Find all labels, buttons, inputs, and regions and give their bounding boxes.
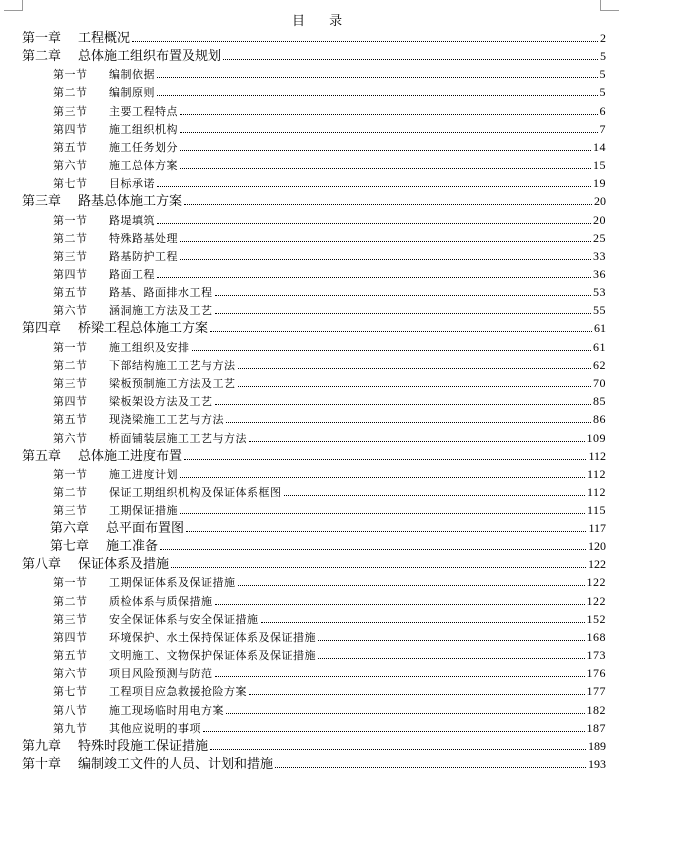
toc-entry-label: 特殊路基处理: [109, 231, 178, 245]
toc-dot-leader: [180, 513, 585, 514]
toc-chapter-entry[interactable]: [22, 446, 606, 464]
toc-dot-leader: [203, 731, 585, 732]
toc-dot-leader: [261, 622, 585, 623]
toc-dot-leader: [318, 640, 585, 641]
toc-entry-number: 第二节: [53, 594, 88, 608]
toc-entry-label: 路基防护工程: [109, 249, 178, 263]
toc-page-number: 112: [586, 466, 606, 481]
toc-page-number: 182: [586, 702, 606, 717]
toc-entry-number: 第五章: [22, 448, 62, 464]
toc-dot-leader: [180, 150, 591, 151]
toc-page-number: 70: [593, 376, 606, 390]
toc-entry-label: 桥面铺装层施工工艺与方法: [109, 431, 247, 445]
toc-entry-number: 第三节: [53, 249, 88, 263]
toc-section-entry[interactable]: [22, 391, 606, 409]
toc-entry-number: 第四章: [22, 321, 62, 337]
toc-page-number: 86: [593, 412, 606, 427]
toc-entry-label: 施工进度计划: [109, 467, 178, 481]
toc-section-entry[interactable]: [22, 264, 606, 282]
toc-section-entry[interactable]: [22, 482, 606, 500]
toc-entry-number: 第七节: [53, 177, 88, 191]
toc-chapter-entry[interactable]: [22, 736, 606, 754]
toc-dot-leader: [215, 404, 592, 405]
toc-dot-leader: [318, 658, 585, 659]
toc-entry-label: 施工现场临时用电方案: [109, 703, 224, 717]
toc-page-number: 55: [593, 303, 606, 318]
toc-section-entry[interactable]: [22, 572, 606, 590]
toc-section-entry[interactable]: [22, 355, 606, 373]
toc-entry-label: 工程概况: [78, 31, 131, 46]
toc-page-number: 14: [593, 139, 606, 154]
toc-page-number: 6: [599, 103, 606, 118]
toc-entry-number: 第五节: [53, 286, 88, 300]
toc-page-number: 122: [588, 557, 606, 572]
toc-page-number: 33: [593, 248, 606, 263]
toc-entry-number: 第七节: [53, 685, 88, 699]
toc-entry-label: 环境保护、水土保持保证体系及保证措施: [109, 630, 316, 644]
toc-entry-label: 施工总体方案: [109, 159, 178, 173]
toc-entry-number: 第五节: [53, 413, 88, 427]
toc-dot-leader: [157, 186, 591, 187]
toc-chapter-entry[interactable]: [22, 28, 606, 46]
toc-section-entry[interactable]: [22, 699, 606, 717]
toc-dot-leader: [157, 223, 591, 224]
toc-page-number: 20: [594, 194, 606, 209]
toc-page-number: 20: [593, 212, 606, 227]
toc-page-number: 193: [588, 756, 606, 771]
toc-entry-label: 项目风险预测与防范: [109, 667, 213, 681]
toc-entry-label: 文明施工、文物保护保证体系及保证措施: [109, 649, 316, 663]
toc-section-entry[interactable]: [22, 300, 606, 318]
toc-section-entry[interactable]: [22, 173, 606, 191]
toc-entry-number: 第六节: [53, 159, 88, 173]
toc-entry-number: 第二章: [22, 49, 62, 64]
toc-entry-number: 第十章: [22, 756, 62, 772]
toc-entry-label: 其他应说明的事项: [109, 721, 201, 735]
toc-entry-number: 第六节: [53, 304, 88, 318]
toc-entry-number: 第四节: [53, 122, 88, 136]
toc-entry-number: 第五节: [53, 140, 88, 154]
toc-entry-number: 第六章: [50, 521, 90, 537]
toc-dot-leader: [238, 585, 585, 586]
toc-page-number: 61: [594, 321, 606, 336]
toc-page-number: 61: [593, 339, 606, 354]
toc-page-number: 122: [586, 593, 606, 608]
toc-entry-number: 第五节: [53, 649, 88, 663]
toc-dot-leader: [275, 767, 586, 768]
toc-page-number: 15: [593, 158, 606, 173]
toc-entry-number: 第二节: [53, 86, 88, 100]
toc-page-number: 176: [586, 666, 606, 681]
toc-chapter-entry[interactable]: [22, 518, 606, 536]
toc-entry-label: 安全保证体系与安全保证措施: [109, 612, 259, 626]
toc-page-number: 122: [586, 575, 606, 590]
toc-page-number: 187: [586, 720, 606, 735]
toc-page-number: 189: [588, 738, 606, 753]
toc-dot-leader: [210, 331, 592, 332]
toc-entry-label: 路基、路面排水工程: [109, 286, 213, 300]
toc-dot-leader: [249, 441, 585, 442]
toc-entry-label: 质检体系与质保措施: [109, 594, 213, 608]
toc-dot-leader: [132, 41, 598, 42]
toc-dot-leader: [223, 59, 598, 60]
toc-section-entry[interactable]: [22, 82, 606, 100]
toc-section-entry[interactable]: [22, 373, 606, 391]
toc-entry-label: 施工准备: [106, 539, 159, 555]
toc-page-number: 5: [600, 49, 606, 63]
toc-dot-leader: [180, 168, 591, 169]
toc-section-entry[interactable]: [22, 228, 606, 246]
toc-entry-number: 第二节: [53, 231, 88, 245]
toc-section-entry[interactable]: [22, 155, 606, 173]
toc-entry-number: 第四节: [53, 630, 88, 644]
toc-entry-label: 总平面布置图: [106, 521, 185, 537]
toc-dot-leader: [184, 204, 592, 205]
toc-entry-number: 第三节: [53, 612, 88, 626]
toc-chapter-entry[interactable]: [22, 536, 606, 554]
toc-section-entry[interactable]: [22, 119, 606, 137]
toc-entry-number: 第一节: [53, 576, 88, 590]
toc-entry-number: 第三节: [53, 377, 88, 390]
toc-entry-number: 第一章: [22, 31, 62, 46]
toc-section-entry[interactable]: [22, 500, 606, 518]
toc-entry-label: 现浇梁施工工艺与方法: [109, 413, 224, 427]
toc-dot-leader: [238, 368, 592, 369]
toc-page-number: 85: [593, 394, 606, 409]
toc-section-entry[interactable]: [22, 627, 606, 645]
toc-section-entry[interactable]: [22, 609, 606, 627]
toc-section-entry[interactable]: [22, 409, 606, 427]
toc-page-number: 7: [599, 121, 606, 136]
toc-entry-label: 主要工程特点: [109, 104, 178, 118]
toc-section-entry[interactable]: [22, 282, 606, 300]
toc-dot-leader: [215, 313, 592, 314]
toc-entry-label: 施工组织及安排: [109, 340, 190, 354]
toc-section-entry[interactable]: [22, 336, 606, 354]
toc-page-number: 120: [588, 539, 606, 554]
toc-entry-number: 第四节: [53, 395, 88, 409]
toc-dot-leader: [160, 549, 586, 550]
toc-dot-leader: [192, 350, 592, 351]
toc-dot-leader: [157, 77, 598, 78]
toc-entry-label: 下部结构施工工艺与方法: [109, 358, 236, 372]
toc-entry-number: 第三节: [53, 504, 88, 518]
toc-entry-number: 第六节: [53, 667, 88, 681]
toc-entry-label: 路面工程: [109, 268, 155, 282]
toc-entry-label: 工期保证体系及保证措施: [109, 576, 236, 590]
toc-section-entry[interactable]: [22, 645, 606, 663]
toc-entry-label: 路堤填筑: [109, 213, 155, 227]
toc-entry-label: 桥梁工程总体施工方案: [78, 321, 209, 337]
toc-page-number: 112: [588, 448, 606, 463]
toc-dot-leader: [184, 459, 586, 460]
toc-section-entry[interactable]: [22, 718, 606, 736]
toc-dot-leader: [210, 749, 586, 750]
toc-dot-leader: [215, 604, 585, 605]
toc-dot-leader: [284, 495, 585, 496]
toc-section-entry[interactable]: [22, 427, 606, 445]
toc-dot-leader: [157, 95, 598, 96]
toc-dot-leader: [180, 241, 591, 242]
toc-entry-label: 总体施工组织布置及规划: [78, 49, 222, 64]
toc-entry-label: 施工组织机构: [109, 122, 178, 136]
toc-dot-leader: [226, 713, 585, 714]
toc-entry-label: 编制依据: [109, 68, 155, 82]
toc-section-entry[interactable]: [22, 209, 606, 227]
toc-page-number: 115: [586, 503, 606, 518]
toc-section-entry[interactable]: [22, 246, 606, 264]
toc-entry-label: 特殊时段施工保证措施: [78, 738, 209, 754]
toc-section-entry[interactable]: [22, 590, 606, 608]
toc-section-entry[interactable]: [22, 64, 606, 82]
toc-page-number: 117: [588, 521, 606, 536]
toc-chapter-entry[interactable]: [22, 46, 606, 64]
toc-page-number: 173: [586, 648, 606, 663]
toc-page-number: 2: [600, 31, 606, 45]
toc-entry-label: 保证体系及措施: [78, 557, 170, 573]
toc-dot-leader: [157, 277, 591, 278]
toc-entry-number: 第一节: [53, 213, 88, 227]
toc-entry-label: 总体施工进度布置: [78, 448, 183, 464]
toc-entry-label: 工期保证措施: [109, 504, 178, 518]
toc-entry-label: 施工任务划分: [109, 140, 178, 154]
toc-page-number: 36: [593, 267, 606, 282]
toc-entry-number: 第三章: [22, 194, 62, 210]
toc-dot-leader: [238, 386, 592, 387]
toc-entry-number: 第四节: [53, 268, 88, 282]
toc-entry-label: 路基总体施工方案: [78, 194, 183, 210]
toc-page-number: 5: [599, 85, 606, 100]
toc-dot-leader: [171, 567, 586, 568]
toc-dot-leader: [215, 676, 585, 677]
toc-entry-label: 涵洞施工方法及工艺: [109, 304, 213, 318]
toc-page-number: 177: [586, 684, 606, 699]
toc-section-entry[interactable]: [22, 681, 606, 699]
toc-entry-number: 第二节: [53, 358, 88, 372]
toc-dot-leader: [180, 114, 598, 115]
toc-entry-number: 第六节: [53, 431, 88, 445]
toc-page-number: 19: [593, 176, 606, 191]
toc-page-number: 109: [586, 430, 606, 445]
toc-dot-leader: [249, 694, 585, 695]
toc-chapter-entry[interactable]: [22, 318, 606, 336]
toc-dot-leader: [180, 477, 585, 478]
toc-entry-number: 第一节: [53, 467, 88, 481]
toc-entry-number: 第一节: [53, 340, 88, 354]
toc-entry-label: 目标承诺: [109, 177, 155, 191]
toc-chapter-entry[interactable]: [22, 754, 606, 772]
toc-dot-leader: [180, 132, 598, 133]
page-corner-mark-right: [600, 0, 619, 11]
toc-page-number: 5: [599, 67, 606, 82]
page-corner-mark-left: [4, 0, 23, 11]
toc-entry-label: 工程项目应急救援抢险方案: [109, 685, 247, 699]
toc-entry-number: 第一节: [53, 68, 88, 82]
toc-chapter-entry[interactable]: [22, 191, 606, 209]
toc-entry-number: 第九章: [22, 738, 62, 754]
toc-entry-number: 第三节: [53, 104, 88, 118]
toc-entry-label: 保证工期组织机构及保证体系框图: [109, 485, 282, 499]
toc-page-number: 25: [593, 230, 606, 245]
toc-entry-number: 第七章: [50, 539, 90, 555]
toc-section-entry[interactable]: [22, 100, 606, 118]
toc-entry-number: 第九节: [53, 721, 88, 735]
toc-section-entry[interactable]: [22, 137, 606, 155]
toc-dot-leader: [180, 259, 591, 260]
toc-dot-leader: [226, 422, 591, 423]
toc-page-number: 53: [593, 285, 606, 300]
toc-title: 目 录: [292, 14, 353, 29]
table-of-contents: [22, 28, 606, 772]
toc-entry-number: 第二节: [53, 485, 88, 499]
toc-entry-number: 第八节: [53, 703, 88, 717]
toc-entry-number: 第八章: [22, 557, 62, 573]
toc-page-number: 152: [586, 611, 606, 626]
toc-entry-label: 梁板预制施工方法及工艺: [109, 377, 236, 390]
toc-page-number: 62: [593, 357, 606, 372]
toc-page-number: 168: [586, 629, 606, 644]
toc-dot-leader: [186, 531, 586, 532]
toc-page-number: 112: [586, 484, 606, 499]
toc-section-entry[interactable]: [22, 464, 606, 482]
toc-entry-label: 编制原则: [109, 86, 155, 100]
toc-entry-label: 编制竣工文件的人员、计划和措施: [78, 756, 274, 772]
toc-entry-label: 梁板架设方法及工艺: [109, 395, 213, 409]
toc-chapter-entry[interactable]: [22, 554, 606, 572]
toc-dot-leader: [215, 295, 592, 296]
toc-section-entry[interactable]: [22, 663, 606, 681]
